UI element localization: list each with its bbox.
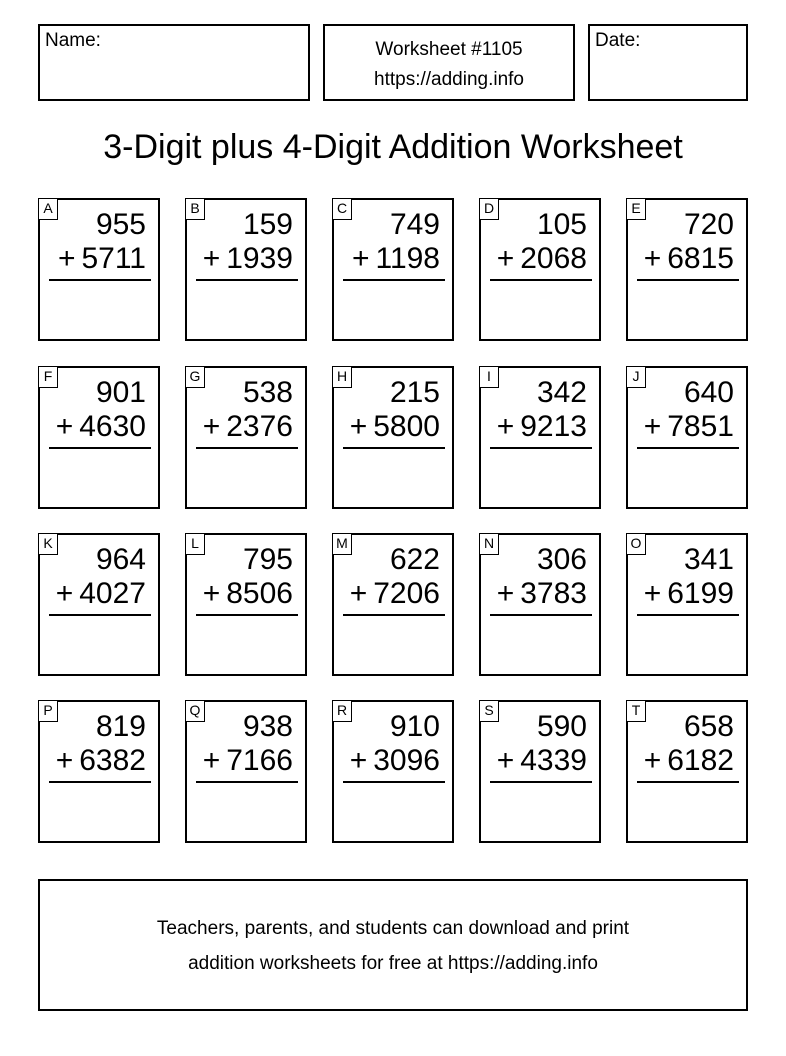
problem-letter: A xyxy=(38,198,58,220)
addend-bottom-row xyxy=(350,744,440,778)
addend-bottom-row xyxy=(497,242,587,276)
worksheet-number: Worksheet #1105 xyxy=(375,39,523,60)
footer-line-2: addition worksheets for free at https://adding.info xyxy=(188,953,598,974)
addend-bottom: 4339 xyxy=(520,744,587,777)
problem-card xyxy=(38,700,160,843)
answer-line xyxy=(490,279,592,281)
answer-line xyxy=(196,781,298,783)
answer-line xyxy=(196,447,298,449)
addend-top: 590 xyxy=(536,710,587,743)
addend-bottom: 4027 xyxy=(79,577,146,610)
addend-top: 215 xyxy=(389,376,440,409)
addend-bottom: 1198 xyxy=(375,242,440,275)
problem-card xyxy=(332,366,454,509)
problem-letter: K xyxy=(38,533,58,555)
worksheet-info-box xyxy=(323,24,575,101)
plus-sign: + xyxy=(55,577,74,610)
problem-card xyxy=(626,533,748,676)
addend-bottom-row xyxy=(56,410,146,444)
problem-letter: T xyxy=(626,700,646,722)
addend-bottom-row xyxy=(56,577,146,611)
addend-top: 819 xyxy=(95,710,146,743)
name-field[interactable] xyxy=(38,24,310,101)
problem-card xyxy=(479,366,601,509)
addend-bottom: 6382 xyxy=(79,744,146,777)
addend-top: 622 xyxy=(389,543,440,576)
plus-sign: + xyxy=(202,744,221,777)
problem-letter: N xyxy=(479,533,499,555)
plus-sign: + xyxy=(643,410,662,443)
answer-line xyxy=(490,447,592,449)
addend-bottom: 4630 xyxy=(79,410,146,443)
problem-card xyxy=(185,198,307,341)
problem-card xyxy=(38,533,160,676)
problem-letter: E xyxy=(626,198,646,220)
plus-sign: + xyxy=(349,577,368,610)
answer-line xyxy=(490,614,592,616)
addend-bottom: 7851 xyxy=(667,410,734,443)
addend-bottom: 1939 xyxy=(226,242,293,275)
problem-card xyxy=(185,366,307,509)
addend-bottom-row xyxy=(497,744,587,778)
plus-sign: + xyxy=(57,242,76,275)
addend-top: 105 xyxy=(536,208,587,241)
addend-bottom: 8506 xyxy=(226,577,293,610)
plus-sign: + xyxy=(643,744,662,777)
problem-card xyxy=(332,533,454,676)
plus-sign: + xyxy=(349,410,368,443)
answer-line xyxy=(343,614,445,616)
problem-letter: G xyxy=(185,366,205,388)
plus-sign: + xyxy=(349,744,368,777)
problem-card xyxy=(479,700,601,843)
addend-top: 306 xyxy=(536,543,587,576)
plus-sign: + xyxy=(202,410,221,443)
addend-bottom: 2068 xyxy=(520,242,587,275)
name-label: Name: xyxy=(45,30,101,51)
plus-sign: + xyxy=(351,242,370,275)
addend-bottom: 6815 xyxy=(667,242,734,275)
addend-top: 955 xyxy=(95,208,146,241)
addend-bottom: 2376 xyxy=(226,410,293,443)
problem-letter: J xyxy=(626,366,646,388)
addend-bottom: 6182 xyxy=(667,744,734,777)
problem-card xyxy=(626,700,748,843)
addend-bottom-row xyxy=(497,410,587,444)
date-label: Date: xyxy=(595,30,641,51)
problem-letter: S xyxy=(479,700,499,722)
problem-card xyxy=(332,700,454,843)
problem-letter: D xyxy=(479,198,499,220)
plus-sign: + xyxy=(55,410,74,443)
addend-top: 795 xyxy=(242,543,293,576)
addend-top: 341 xyxy=(683,543,734,576)
problem-card xyxy=(479,533,601,676)
plus-sign: + xyxy=(55,744,74,777)
addend-bottom-row xyxy=(203,744,293,778)
addend-top: 938 xyxy=(242,710,293,743)
addend-bottom-row xyxy=(350,577,440,611)
addend-bottom: 7166 xyxy=(226,744,293,777)
addend-top: 342 xyxy=(536,376,587,409)
plus-sign: + xyxy=(496,744,515,777)
addend-bottom: 5800 xyxy=(373,410,440,443)
addend-bottom-row xyxy=(58,242,146,276)
addend-top: 749 xyxy=(389,208,440,241)
date-field[interactable] xyxy=(588,24,748,101)
addend-top: 159 xyxy=(242,208,293,241)
addend-top: 640 xyxy=(683,376,734,409)
problem-letter: Q xyxy=(185,700,205,722)
addend-top: 964 xyxy=(95,543,146,576)
problem-card xyxy=(479,198,601,341)
problem-letter: H xyxy=(332,366,352,388)
answer-line xyxy=(637,614,739,616)
addend-top: 910 xyxy=(389,710,440,743)
addend-top: 658 xyxy=(683,710,734,743)
footer-line-1: Teachers, parents, and students can download and print xyxy=(156,918,630,939)
problem-card xyxy=(38,198,160,341)
addend-bottom-row xyxy=(56,744,146,778)
problem-card xyxy=(626,198,748,341)
answer-line xyxy=(343,279,445,281)
problem-letter: I xyxy=(479,366,499,388)
addend-bottom-row xyxy=(352,242,440,276)
answer-line xyxy=(196,614,298,616)
addend-bottom-row xyxy=(497,577,587,611)
addend-bottom: 9213 xyxy=(520,410,587,443)
answer-line xyxy=(49,279,151,281)
answer-line xyxy=(343,447,445,449)
addend-bottom: 6199 xyxy=(667,577,734,610)
problem-card xyxy=(185,700,307,843)
plus-sign: + xyxy=(496,242,515,275)
addend-bottom: 3096 xyxy=(373,744,440,777)
answer-line xyxy=(490,781,592,783)
problem-grid xyxy=(38,198,748,842)
problem-letter: B xyxy=(185,198,205,220)
problem-letter: L xyxy=(185,533,205,555)
addend-bottom: 3783 xyxy=(520,577,587,610)
answer-line xyxy=(49,781,151,783)
addend-bottom-row xyxy=(644,577,734,611)
problem-card xyxy=(626,366,748,509)
answer-line xyxy=(196,279,298,281)
addend-bottom-row xyxy=(644,744,734,778)
plus-sign: + xyxy=(202,577,221,610)
answer-line xyxy=(637,447,739,449)
footer-note xyxy=(38,879,748,1011)
answer-line xyxy=(637,279,739,281)
plus-sign: + xyxy=(643,242,662,275)
addend-top: 720 xyxy=(683,208,734,241)
problem-card xyxy=(185,533,307,676)
addend-bottom-row xyxy=(644,410,734,444)
problem-letter: M xyxy=(332,533,352,555)
addend-bottom-row xyxy=(203,410,293,444)
problem-card xyxy=(38,366,160,509)
addend-bottom-row xyxy=(350,410,440,444)
addend-top: 901 xyxy=(95,376,146,409)
problem-letter: O xyxy=(626,533,646,555)
problem-letter: R xyxy=(332,700,352,722)
answer-line xyxy=(637,781,739,783)
plus-sign: + xyxy=(202,242,221,275)
worksheet-url: https://adding.info xyxy=(374,69,524,90)
page-title: 3-Digit plus 4-Digit Addition Worksheet xyxy=(103,128,683,166)
problem-card xyxy=(332,198,454,341)
plus-sign: + xyxy=(496,410,515,443)
addend-bottom-row xyxy=(203,577,293,611)
problem-letter: C xyxy=(332,198,352,220)
addend-top: 538 xyxy=(242,376,293,409)
problem-letter: F xyxy=(38,366,58,388)
addend-bottom: 5711 xyxy=(81,242,146,275)
addend-bottom-row xyxy=(644,242,734,276)
problem-letter: P xyxy=(38,700,58,722)
answer-line xyxy=(49,447,151,449)
plus-sign: + xyxy=(643,577,662,610)
plus-sign: + xyxy=(496,577,515,610)
answer-line xyxy=(343,781,445,783)
addend-bottom-row xyxy=(203,242,293,276)
answer-line xyxy=(49,614,151,616)
addend-bottom: 7206 xyxy=(373,577,440,610)
